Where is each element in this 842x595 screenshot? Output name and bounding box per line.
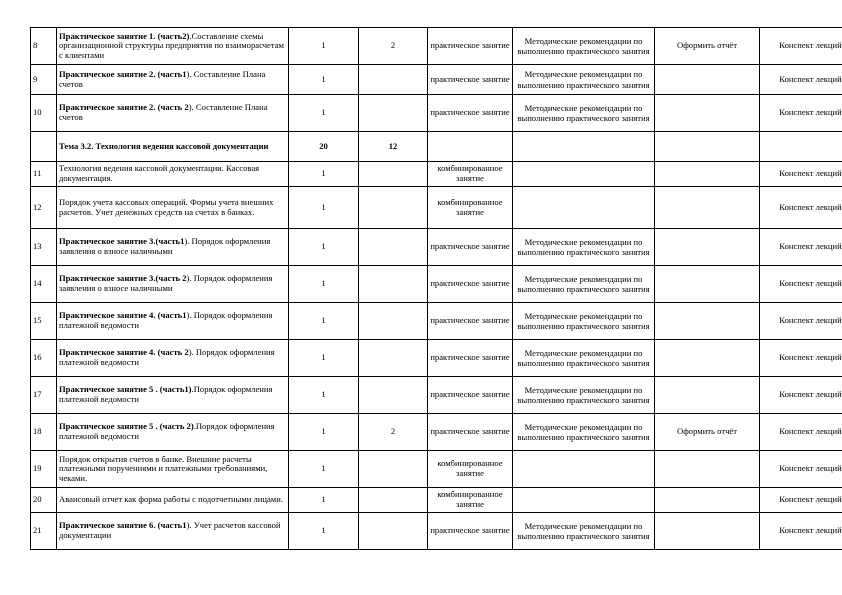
lesson-type-cell: практическое занятие	[428, 340, 513, 377]
sources-cell: Конспект лекций	[760, 162, 842, 187]
self-study-hours-cell: 12	[359, 132, 428, 162]
table-row	[31, 488, 842, 513]
row-number: 16	[31, 340, 57, 377]
hours-cell: 1	[289, 95, 359, 132]
lesson-type-cell: практическое занятие	[428, 377, 513, 414]
sources-cell: Конспект лекций	[760, 414, 842, 451]
homework-cell	[655, 187, 760, 229]
topic-bold-text: Практическое занятие 6. (часть1	[59, 520, 187, 531]
topic-text: .Порядок оформления платежной ведомости	[59, 384, 273, 404]
topic-bold-text: Практическое занятие 2. (часть1	[59, 68, 187, 79]
hours-cell: 1	[289, 187, 359, 229]
topic-cell	[57, 303, 289, 340]
topic-bold-text: Практическое занятие 5 . (часть1)	[59, 384, 192, 395]
lesson-type-cell: практическое занятие	[428, 513, 513, 550]
methodical-support-cell	[513, 451, 655, 488]
self-study-hours-cell	[359, 303, 428, 340]
topic-cell	[57, 65, 289, 95]
topic-cell	[57, 187, 289, 229]
table-row	[31, 303, 842, 340]
topic-cell	[57, 488, 289, 513]
topic-cell	[57, 95, 289, 132]
sources-cell: Конспект лекций	[760, 28, 842, 65]
topic-cell	[57, 266, 289, 303]
row-number: 12	[31, 187, 57, 229]
lesson-type-cell: практическое занятие	[428, 414, 513, 451]
lesson-type-cell: практическое занятие	[428, 303, 513, 340]
methodical-support-cell: Методические рекомендации по выполнению практического занятия	[513, 340, 655, 377]
homework-cell	[655, 377, 760, 414]
topic-text: ). Порядок оформления заявления о взносе наличными	[59, 273, 273, 293]
topic-bold-text: Тема 3.2. Технология ведения кассовой документации	[59, 140, 269, 151]
row-number: 15	[31, 303, 57, 340]
sources-cell: Конспект лекций	[760, 229, 842, 266]
lesson-type-cell: комбинированное занятие	[428, 162, 513, 187]
self-study-hours-cell	[359, 95, 428, 132]
lesson-type-cell: практическое занятие	[428, 229, 513, 266]
table-row	[31, 451, 842, 488]
self-study-hours-cell: 2	[359, 28, 428, 65]
self-study-hours-cell	[359, 162, 428, 187]
topic-bold-text: Практическое занятие 1. (часть2)	[59, 30, 190, 41]
table-row	[31, 28, 842, 65]
hours-cell: 1	[289, 162, 359, 187]
topic-cell	[57, 451, 289, 488]
topic-cell	[57, 162, 289, 187]
lesson-type-cell: практическое занятие	[428, 266, 513, 303]
methodical-support-cell	[513, 488, 655, 513]
topic-bold-text: Практическое занятие 4. (часть 2	[59, 347, 189, 358]
table-row	[31, 340, 842, 377]
sources-cell: Конспект лекций	[760, 513, 842, 550]
hours-cell: 1	[289, 28, 359, 65]
hours-cell: 1	[289, 451, 359, 488]
hours-cell: 1	[289, 414, 359, 451]
sources-cell: Конспект лекций	[760, 65, 842, 95]
methodical-support-cell: Методические рекомендации по выполнению практического занятия	[513, 266, 655, 303]
topic-text: ). Составление Плана счетов	[59, 102, 268, 122]
homework-cell: Оформить отчёт	[655, 28, 760, 65]
lesson-type-cell: практическое занятие	[428, 95, 513, 132]
sources-cell: Конспект лекций	[760, 377, 842, 414]
topic-text: ). Составление Плана счетов	[59, 68, 266, 89]
hours-cell: 20	[289, 132, 359, 162]
hours-cell: 1	[289, 229, 359, 266]
homework-cell	[655, 340, 760, 377]
topic-text: .Порядок оформления платежной ведомости	[59, 421, 275, 441]
methodical-support-cell: Методические рекомендации по выполнению практического занятия	[513, 414, 655, 451]
topic-cell	[57, 340, 289, 377]
hours-cell: 1	[289, 65, 359, 95]
row-number: 17	[31, 377, 57, 414]
row-number: 14	[31, 266, 57, 303]
homework-cell	[655, 132, 760, 162]
table-body	[31, 28, 842, 550]
homework-cell: Оформить отчёт	[655, 414, 760, 451]
table-row	[31, 187, 842, 229]
row-number: 13	[31, 229, 57, 266]
methodical-support-cell: Методические рекомендации по выполнению практического занятия	[513, 229, 655, 266]
lesson-type-cell: комбинированное занятие	[428, 451, 513, 488]
self-study-hours-cell	[359, 340, 428, 377]
topic-bold-text: Практическое занятие 2. (часть 2	[59, 102, 189, 113]
self-study-hours-cell	[359, 266, 428, 303]
sources-cell: Конспект лекций	[760, 187, 842, 229]
topic-bold-text: Практическое занятие 4. (часть1	[59, 310, 187, 321]
table-row	[31, 95, 842, 132]
homework-cell	[655, 266, 760, 303]
lesson-plan-table	[30, 27, 842, 550]
sources-cell: Конспект лекций	[760, 340, 842, 377]
row-number: 10	[31, 95, 57, 132]
lesson-type-cell: комбинированное занятие	[428, 488, 513, 513]
row-number: 18	[31, 414, 57, 451]
topic-cell	[57, 229, 289, 266]
lesson-type-cell: комбинированное занятие	[428, 187, 513, 229]
table-row	[31, 414, 842, 451]
row-number: 19	[31, 451, 57, 488]
lesson-type-cell: практическое занятие	[428, 65, 513, 95]
homework-cell	[655, 303, 760, 340]
topic-text: Авансовый отчет как форма работы с подотчетными лицами.	[59, 494, 283, 505]
sources-cell: Конспект лекций	[760, 95, 842, 132]
lesson-type-cell: практическое занятие	[428, 28, 513, 65]
homework-cell	[655, 65, 760, 95]
sources-cell: Конспект лекций	[760, 303, 842, 340]
methodical-support-cell: Методические рекомендации по выполнению практического занятия	[513, 65, 655, 95]
topic-cell	[57, 377, 289, 414]
methodical-support-cell: Методические рекомендации по выполнению практического занятия	[513, 377, 655, 414]
self-study-hours-cell	[359, 488, 428, 513]
methodical-support-cell	[513, 162, 655, 187]
row-number: 20	[31, 488, 57, 513]
table-row	[31, 229, 842, 266]
lesson-type-cell	[428, 132, 513, 162]
topic-cell	[57, 513, 289, 550]
methodical-support-cell: Методические рекомендации по выполнению практического занятия	[513, 28, 655, 65]
topic-text: ). Учет расчетов кассовой документации	[59, 520, 281, 540]
topic-cell	[57, 414, 289, 451]
self-study-hours-cell	[359, 187, 428, 229]
methodical-support-cell: Методические рекомендации по выполнению практического занятия	[513, 513, 655, 550]
topic-text: .Составление схемы организационной структуры предприятия по взаиморасчетам с клиентами	[59, 30, 284, 60]
sources-cell	[760, 132, 842, 162]
self-study-hours-cell	[359, 513, 428, 550]
hours-cell: 1	[289, 340, 359, 377]
topic-text: Порядок открытия счетов в банке. Внешние расчеты платежными поручениями и платежными требованиями, чеками.	[59, 453, 268, 483]
table-row	[31, 513, 842, 550]
methodical-support-cell: Методические рекомендации по выполнению практического занятия	[513, 303, 655, 340]
hours-cell: 1	[289, 303, 359, 340]
hours-cell: 1	[289, 377, 359, 414]
sources-cell: Конспект лекций	[760, 266, 842, 303]
homework-cell	[655, 229, 760, 266]
row-number: 9	[31, 65, 57, 95]
self-study-hours-cell: 2	[359, 414, 428, 451]
hours-cell: 1	[289, 513, 359, 550]
row-number: 8	[31, 28, 57, 65]
topic-cell	[57, 132, 289, 162]
topic-text: Технология ведения кассовой документации. Кассовая документация.	[59, 163, 260, 183]
homework-cell	[655, 162, 760, 187]
topic-bold-text: Практическое занятие 5 . (часть 2)	[59, 421, 194, 432]
row-number: 21	[31, 513, 57, 550]
topic-cell	[57, 28, 289, 65]
hours-cell: 1	[289, 266, 359, 303]
table-row	[31, 266, 842, 303]
row-number: 11	[31, 162, 57, 187]
sources-cell: Конспект лекций	[760, 488, 842, 513]
homework-cell	[655, 451, 760, 488]
topic-text: Порядок учета кассовых операций. Формы учета внешних расчетов. Учет денежных средств на счетах в банках.	[59, 196, 274, 217]
hours-cell: 1	[289, 488, 359, 513]
table-row	[31, 162, 842, 187]
theme-row	[31, 132, 842, 162]
topic-text: ). Порядок оформления платежной ведомости	[59, 310, 273, 330]
homework-cell	[655, 95, 760, 132]
self-study-hours-cell	[359, 451, 428, 488]
sources-cell: Конспект лекций	[760, 451, 842, 488]
topic-bold-text: Практическое занятие 3.(часть1	[59, 236, 185, 247]
table-row	[31, 65, 842, 95]
topic-bold-text: Практическое занятие 3.(часть 2	[59, 273, 187, 284]
topic-text: ). Порядок оформления заявления о взносе наличными	[59, 236, 271, 256]
self-study-hours-cell	[359, 229, 428, 266]
self-study-hours-cell	[359, 65, 428, 95]
topic-text: ). Порядок оформления платежной ведомости	[59, 347, 275, 367]
self-study-hours-cell	[359, 377, 428, 414]
homework-cell	[655, 488, 760, 513]
table-row	[31, 377, 842, 414]
methodical-support-cell	[513, 187, 655, 229]
methodical-support-cell: Методические рекомендации по выполнению практического занятия	[513, 95, 655, 132]
methodical-support-cell	[513, 132, 655, 162]
row-number	[31, 132, 57, 162]
homework-cell	[655, 513, 760, 550]
